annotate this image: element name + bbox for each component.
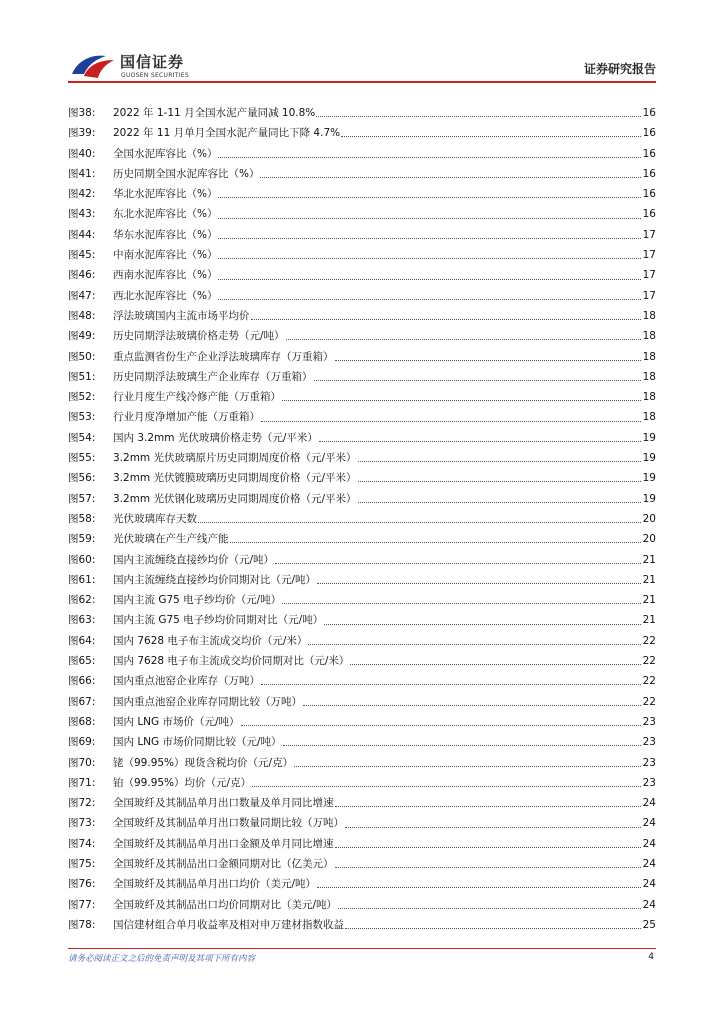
page-reference: 17 xyxy=(642,228,656,241)
figure-number: 图72: xyxy=(68,797,96,810)
toc-entry[interactable] xyxy=(68,793,656,813)
toc-entry[interactable] xyxy=(68,590,656,610)
footer-divider xyxy=(68,948,656,949)
header-divider xyxy=(68,81,656,83)
figure-title: 历史同期浮法玻璃生产企业库存（万重箱） xyxy=(113,370,313,383)
figure-title: 2022 年 1-11 月全国水泥产量同减 10.8% xyxy=(113,107,316,119)
dot-leader xyxy=(241,724,641,726)
dot-leader xyxy=(308,643,641,645)
toc-entry[interactable] xyxy=(68,347,656,367)
figure-title: 国内 LNG 市场价同期比较（元/吨） xyxy=(113,736,282,749)
figure-number: 图45: xyxy=(68,249,96,262)
figure-title: 铑（99.95%）现货含税均价（元/克） xyxy=(113,756,294,769)
toc-entry[interactable] xyxy=(68,509,656,529)
dot-leader xyxy=(317,582,641,584)
toc-entry[interactable] xyxy=(68,773,656,793)
toc-entry[interactable] xyxy=(68,915,656,935)
figure-title: 华北水泥库容比（%） xyxy=(113,188,218,201)
page-reference: 18 xyxy=(642,370,656,383)
figure-number: 图71: xyxy=(68,776,96,789)
page-reference: 23 xyxy=(642,756,656,769)
figure-number: 图44: xyxy=(68,228,96,241)
page-reference: 22 xyxy=(642,634,656,647)
figure-number: 图46: xyxy=(68,269,96,282)
guosen-logo-icon xyxy=(70,50,116,80)
toc-entry[interactable] xyxy=(68,306,656,326)
dot-leader xyxy=(218,156,641,158)
dot-leader xyxy=(251,318,642,320)
dot-leader xyxy=(283,744,641,746)
toc-entry[interactable] xyxy=(68,225,656,245)
dot-leader xyxy=(282,399,641,401)
toc-entry[interactable] xyxy=(68,245,656,265)
dot-leader xyxy=(275,562,641,564)
figure-title: 行业月度生产线冷修产能（万重箱） xyxy=(113,391,281,404)
figure-title: 2022 年 11 月单月全国水泥产量同比下降 4.7% xyxy=(113,127,341,140)
toc-entry[interactable] xyxy=(68,895,656,915)
page-reference: 19 xyxy=(642,431,656,444)
logo-chinese-name: 国信证券 xyxy=(120,53,185,71)
disclaimer-note: 请务必阅读正文之后的免责声明及其项下所有内容 xyxy=(68,954,256,964)
dot-leader xyxy=(198,521,641,523)
toc-entry[interactable] xyxy=(68,610,656,630)
dot-leader xyxy=(319,440,641,442)
page-reference: 23 xyxy=(642,736,656,749)
figure-title: 历史同期全国水泥库容比（%） xyxy=(113,167,260,180)
toc-entry[interactable] xyxy=(68,712,656,732)
figure-title: 3.2mm 光伏钢化玻璃历史同期周度价格（元/平米） xyxy=(113,492,357,505)
toc-entry[interactable] xyxy=(68,489,656,509)
figure-title: 全国玻纤及其制品单月出口数量及单月同比增速 xyxy=(113,797,334,810)
page-reference: 16 xyxy=(642,127,656,140)
dot-leader xyxy=(282,602,641,604)
dot-leader xyxy=(350,663,641,665)
page-reference: 19 xyxy=(642,492,656,505)
figure-title: 国内主流 G75 电子纱均价同期对比（元/吨） xyxy=(113,614,324,627)
figure-number: 图62: xyxy=(68,594,96,607)
page-reference: 18 xyxy=(642,330,656,343)
toc-entry[interactable] xyxy=(68,286,656,306)
toc-entry[interactable] xyxy=(68,387,656,407)
dot-leader xyxy=(335,359,642,361)
page-reference: 20 xyxy=(642,533,656,546)
toc-entry[interactable] xyxy=(68,164,656,184)
toc-entry[interactable] xyxy=(68,631,656,651)
figure-title: 光伏玻璃在产生产线产能 xyxy=(113,533,229,546)
toc-entry[interactable] xyxy=(68,834,656,854)
figure-number: 图54: xyxy=(68,431,96,444)
dot-leader xyxy=(260,176,641,178)
dot-leader xyxy=(218,217,641,219)
figure-title: 国内重点池窑企业库存同期比较（万吨） xyxy=(113,695,302,708)
toc-entry[interactable] xyxy=(68,529,656,549)
figure-number: 图52: xyxy=(68,391,96,404)
dot-leader xyxy=(335,866,642,868)
page-reference: 16 xyxy=(642,147,656,160)
dot-leader xyxy=(218,298,641,300)
toc-entry[interactable] xyxy=(68,326,656,346)
figure-number: 图49: xyxy=(68,330,96,343)
toc-entry[interactable] xyxy=(68,854,656,874)
figure-number: 图39: xyxy=(68,127,96,140)
page-reference: 24 xyxy=(642,857,656,870)
toc-entry[interactable] xyxy=(68,184,656,204)
page-reference: 21 xyxy=(642,553,656,566)
figure-number: 图76: xyxy=(68,878,96,891)
dot-leader xyxy=(286,338,641,340)
figure-title: 国内 7628 电子布主流成交均价（元/米） xyxy=(113,634,308,647)
page-reference: 16 xyxy=(642,208,656,221)
figure-number: 图47: xyxy=(68,289,96,302)
dot-leader xyxy=(341,135,641,137)
toc-entry[interactable] xyxy=(68,265,656,285)
figure-number: 图50: xyxy=(68,350,96,363)
figure-title: 西北水泥库容比（%） xyxy=(113,289,218,302)
dot-leader xyxy=(358,501,641,503)
page-reference: 25 xyxy=(642,918,656,931)
figure-number: 图73: xyxy=(68,817,96,830)
page-reference: 18 xyxy=(642,309,656,322)
figure-number: 图38: xyxy=(68,107,96,119)
figure-number: 图67: xyxy=(68,695,96,708)
dot-leader xyxy=(345,927,641,929)
toc-entry[interactable] xyxy=(68,671,656,691)
figure-title: 铂（99.95%）均价（元/克） xyxy=(113,776,252,789)
figure-title: 国内 LNG 市场价（元/吨） xyxy=(113,715,240,728)
dot-leader xyxy=(294,765,641,767)
toc-entry[interactable] xyxy=(68,367,656,387)
figure-title: 重点监测省份生产企业浮法玻璃库存（万重箱） xyxy=(113,350,334,363)
report-type-label: 证券研究报告 xyxy=(583,62,656,76)
toc-entry[interactable] xyxy=(68,692,656,712)
dot-leader xyxy=(317,886,641,888)
figure-number: 图41: xyxy=(68,167,96,180)
figure-title: 光伏玻璃库存天数 xyxy=(113,512,197,525)
figure-number: 图42: xyxy=(68,188,96,201)
toc-entry[interactable] xyxy=(68,428,656,448)
dot-leader xyxy=(261,420,641,422)
page-reference: 23 xyxy=(642,715,656,728)
figure-number: 图69: xyxy=(68,736,96,749)
page-reference: 18 xyxy=(642,350,656,363)
page-reference: 19 xyxy=(642,452,656,465)
page-reference: 19 xyxy=(642,472,656,485)
dot-leader xyxy=(303,704,641,706)
page-reference: 24 xyxy=(642,878,656,891)
dot-leader xyxy=(345,826,641,828)
figure-title: 全国水泥库容比（%） xyxy=(113,147,218,160)
dot-leader xyxy=(218,237,641,239)
figure-list xyxy=(68,103,656,935)
dot-leader xyxy=(314,379,642,381)
figure-title: 中南水泥库容比（%） xyxy=(113,249,218,262)
page-number: 4 xyxy=(648,952,654,962)
page-reference: 24 xyxy=(642,837,656,850)
page-reference: 24 xyxy=(642,817,656,830)
toc-entry[interactable] xyxy=(68,813,656,833)
toc-entry[interactable] xyxy=(68,753,656,773)
page-reference: 21 xyxy=(642,573,656,586)
figure-title: 行业月度净增加产能（万重箱） xyxy=(113,411,260,424)
page-reference: 22 xyxy=(642,655,656,668)
figure-title: 国内 3.2mm 光伏玻璃价格走势（元/平米） xyxy=(113,431,318,444)
figure-title: 全国玻纤及其制品单月出口金额及单月同比增速 xyxy=(113,837,334,850)
page-reference: 16 xyxy=(642,167,656,180)
dot-leader xyxy=(218,257,641,259)
figure-number: 图75: xyxy=(68,857,96,870)
figure-number: 图59: xyxy=(68,533,96,546)
figure-title: 3.2mm 光伏镀膜玻璃历史同期周度价格（元/平米） xyxy=(113,472,357,485)
figure-number: 图77: xyxy=(68,898,96,911)
figure-title: 国内主流 G75 电子纱均价（元/吨） xyxy=(113,594,282,607)
page-reference: 22 xyxy=(642,695,656,708)
figure-title: 3.2mm 光伏玻璃原片历史同期周度价格（元/平米） xyxy=(113,452,357,465)
figure-number: 图43: xyxy=(68,208,96,221)
toc-entry[interactable] xyxy=(68,468,656,488)
figure-title: 华东水泥库容比（%） xyxy=(113,228,218,241)
toc-entry[interactable] xyxy=(68,570,656,590)
figure-title: 浮法玻璃国内主流市场平均价 xyxy=(113,309,250,322)
figure-number: 图78: xyxy=(68,918,96,931)
toc-entry[interactable] xyxy=(68,407,656,427)
figure-number: 图56: xyxy=(68,472,96,485)
figure-number: 图57: xyxy=(68,492,96,505)
page-header xyxy=(0,0,724,90)
toc-entry[interactable] xyxy=(68,550,656,570)
page-reference: 16 xyxy=(642,107,656,119)
dot-leader xyxy=(316,115,641,117)
figure-title: 国信建材组合单月收益率及相对申万建材指数收益 xyxy=(113,918,344,931)
figure-number: 图70: xyxy=(68,756,96,769)
dot-leader xyxy=(230,541,642,543)
toc-entry[interactable] xyxy=(68,103,656,123)
page-reference: 20 xyxy=(642,512,656,525)
figure-number: 图51: xyxy=(68,370,96,383)
figure-title: 国内主流缠绕直接纱均价（元/吨） xyxy=(113,553,275,566)
page-reference: 17 xyxy=(642,269,656,282)
dot-leader xyxy=(338,907,641,909)
figure-title: 国内 7628 电子布主流成交均价同期对比（元/米） xyxy=(113,655,350,668)
figure-number: 图68: xyxy=(68,715,96,728)
figure-number: 图64: xyxy=(68,634,96,647)
figure-number: 图65: xyxy=(68,655,96,668)
toc-entry[interactable] xyxy=(68,144,656,164)
figure-number: 图74: xyxy=(68,837,96,850)
figure-title: 东北水泥库容比（%） xyxy=(113,208,218,221)
toc-entry[interactable] xyxy=(68,204,656,224)
figure-title: 全国玻纤及其制品出口金额同期对比（亿美元） xyxy=(113,857,334,870)
figure-title: 国内重点池窑企业库存（万吨） xyxy=(113,675,260,688)
page-reference: 24 xyxy=(642,797,656,810)
figure-title: 西南水泥库容比（%） xyxy=(113,269,218,282)
figure-number: 图48: xyxy=(68,309,96,322)
figure-number: 图55: xyxy=(68,452,96,465)
dot-leader xyxy=(218,278,641,280)
dot-leader xyxy=(335,846,642,848)
figure-title: 国内主流缠绕直接纱均价同期对比（元/吨） xyxy=(113,573,317,586)
page-reference: 23 xyxy=(642,776,656,789)
page-reference: 17 xyxy=(642,249,656,262)
page-reference: 16 xyxy=(642,188,656,201)
page-reference: 17 xyxy=(642,289,656,302)
figure-number: 图63: xyxy=(68,614,96,627)
page-reference: 18 xyxy=(642,411,656,424)
dot-leader xyxy=(324,623,641,625)
dot-leader xyxy=(335,805,642,807)
figure-number: 图61: xyxy=(68,573,96,586)
figure-title: 全国玻纤及其制品出口均价同期对比（美元/吨） xyxy=(113,898,338,911)
toc-entry[interactable] xyxy=(68,123,656,143)
page-reference: 21 xyxy=(642,594,656,607)
page-reference: 22 xyxy=(642,675,656,688)
figure-number: 图58: xyxy=(68,512,96,525)
page-reference: 18 xyxy=(642,391,656,404)
figure-title: 全国玻纤及其制品单月出口均价（美元/吨） xyxy=(113,878,317,891)
dot-leader xyxy=(358,460,641,462)
toc-entry[interactable] xyxy=(68,448,656,468)
page-reference: 24 xyxy=(642,898,656,911)
figure-number: 图66: xyxy=(68,675,96,688)
dot-leader xyxy=(261,683,641,685)
toc-entry[interactable] xyxy=(68,874,656,894)
logo-english-name: GUOSEN SECURITIES xyxy=(121,72,190,79)
dot-leader xyxy=(358,480,641,482)
dot-leader xyxy=(218,196,641,198)
figure-number: 图60: xyxy=(68,553,96,566)
toc-entry[interactable] xyxy=(68,651,656,671)
page-reference: 21 xyxy=(642,614,656,627)
guosen-logo xyxy=(70,48,200,82)
figure-number: 图40: xyxy=(68,147,96,160)
toc-entry[interactable] xyxy=(68,732,656,752)
figure-title: 历史同期浮法玻璃价格走势（元/吨） xyxy=(113,330,285,343)
dot-leader xyxy=(252,785,641,787)
figure-title: 全国玻纤及其制品单月出口数量同期比较（万吨） xyxy=(113,817,344,830)
figure-number: 图53: xyxy=(68,411,96,424)
